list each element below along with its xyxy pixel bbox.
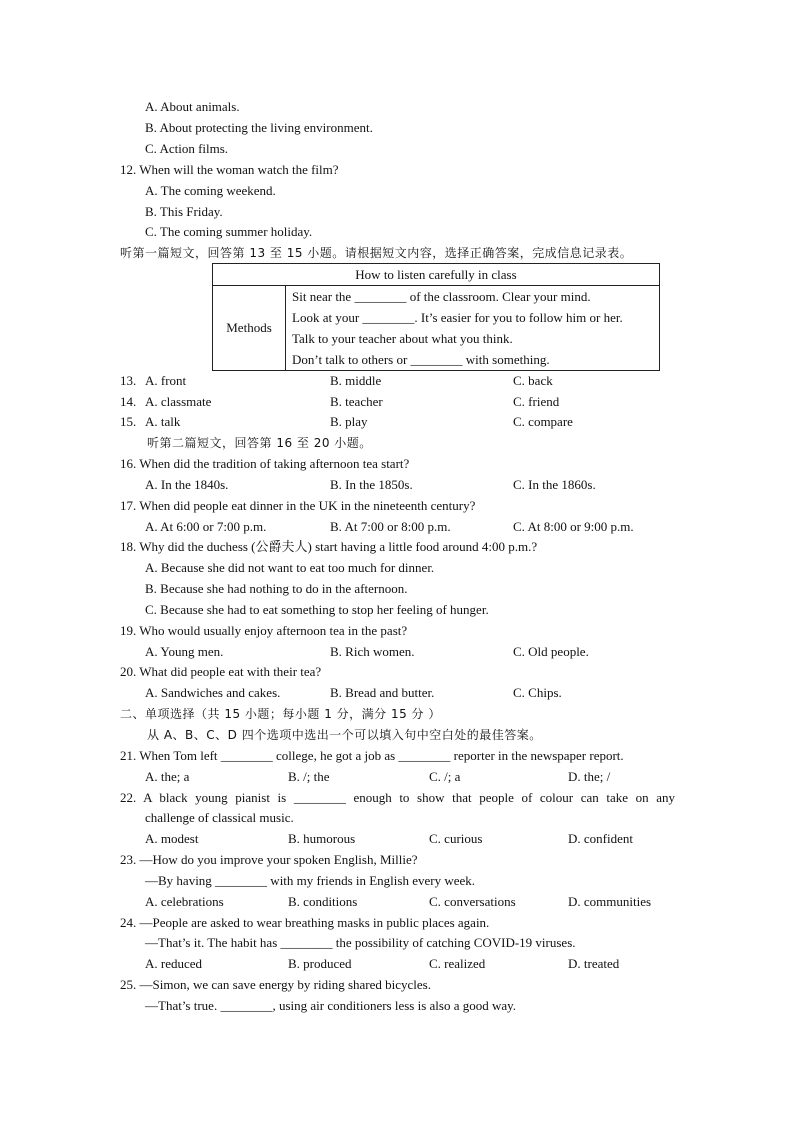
info-record-table (212, 263, 660, 371)
info-table-row: Sit near the ________ of the classroom. Clear your mind. (292, 289, 591, 304)
q14-option-a: A. classmate (145, 394, 212, 409)
q21-option-c: C. /; a (429, 769, 461, 784)
q21-option-a: A. the; a (145, 769, 190, 784)
q22-option-b: B. humorous (288, 831, 356, 846)
passage1-instruction: 听第一篇短文，回答第 13 至 15 小题。请根据短文内容，选择正确答案，完成信息记录表。 (120, 246, 633, 260)
q17-option-a: A. At 6:00 or 7:00 p.m. (145, 519, 267, 534)
q13-option-a: A. front (145, 373, 187, 388)
q20-option-a: A. Sandwiches and cakes. (145, 685, 281, 700)
q22-option-c: C. curious (429, 831, 483, 846)
q23-stem: 23. —How do you improve your spoken English, Millie? (120, 852, 418, 867)
q17-option-c: C. At 8:00 or 9:00 p.m. (513, 519, 634, 534)
q24-option-b: B. produced (288, 956, 352, 971)
q23-stem-continued: —By having ________ with my friends in English every week. (145, 873, 476, 888)
q24-stem: 24. —People are asked to wear breathing masks in public places again. (120, 915, 490, 930)
q21-stem: 21. When Tom left ________ college, he got a job as ________ reporter in the newspaper report. (120, 748, 624, 763)
q13-option-c: C. back (513, 373, 553, 388)
q18-option-b: B. Because she had nothing to do in the afternoon. (145, 581, 408, 596)
q18-option-c: C. Because she had to eat something to stop her feeling of hunger. (145, 602, 489, 617)
q23-option-c: C. conversations (429, 894, 516, 909)
q16-option-b: B. In the 1850s. (330, 477, 413, 492)
section2-heading: 二、单项选择（共 15 小题；每小题 1 分，满分 15 分 ） (120, 707, 441, 721)
q25-stem: 25. —Simon, we can save energy by riding shared bicycles. (120, 977, 431, 992)
q15-option-b: B. play (330, 414, 368, 429)
info-table-label: Methods (213, 286, 286, 371)
q17-option-b: B. At 7:00 or 8:00 p.m. (330, 519, 451, 534)
q20-option-c: C. Chips. (513, 685, 562, 700)
q19-stem: 19. Who would usually enjoy afternoon tea in the past? (120, 623, 408, 638)
q12-option-b: B. This Friday. (145, 204, 223, 219)
q21-option-b: B. /; the (288, 769, 330, 784)
q19-option-a: A. Young men. (145, 644, 224, 659)
info-table-row: Don’t talk to others or ________ with something. (292, 352, 550, 367)
info-table-rows (286, 286, 660, 371)
q24-stem-continued: —That’s it. The habit has ________ the possibility of catching COVID-19 viruses. (145, 935, 576, 950)
q24-option-d: D. treated (568, 956, 620, 971)
q12-stem: 12. When will the woman watch the film? (120, 162, 339, 177)
passage2-instruction: 听第二篇短文，回答第 16 至 20 小题。 (147, 436, 372, 450)
q18-stem: 18. Why did the duchess (公爵夫人) start having a little food around 4:00 p.m.? (120, 539, 538, 554)
q22-stem: 22. A black young pianist is ________ enough to show that people of colour can take on any (120, 790, 675, 805)
q22-stem-continued: challenge of classical music. (145, 810, 294, 825)
q15-option-a: A. talk (145, 414, 181, 429)
q15-option-c: C. compare (513, 414, 573, 429)
q20-stem: 20. What did people eat with their tea? (120, 664, 322, 679)
q14-number: 14. (120, 394, 137, 409)
q21-option-d: D. the; / (568, 769, 611, 784)
q12-option-a: A. The coming weekend. (145, 183, 276, 198)
q23-option-a: A. celebrations (145, 894, 224, 909)
q12-option-c: C. The coming summer holiday. (145, 224, 313, 239)
q19-option-c: C. Old people. (513, 644, 589, 659)
q13-number: 13. (120, 373, 137, 388)
section2-instruction: 从 A、B、C、D 四个选项中选出一个可以填入句中空白处的最佳答案。 (147, 728, 542, 742)
q22-option-a: A. modest (145, 831, 199, 846)
q11-option-a: A. About animals. (145, 99, 240, 114)
q19-option-b: B. Rich women. (330, 644, 415, 659)
q23-option-b: B. conditions (288, 894, 358, 909)
q25-stem-continued: —That’s true. ________, using air conditioners less is also a good way. (145, 998, 517, 1013)
q16-option-c: C. In the 1860s. (513, 477, 596, 492)
q24-option-c: C. realized (429, 956, 486, 971)
q16-stem: 16. When did the tradition of taking afternoon tea start? (120, 456, 410, 471)
q24-option-a: A. reduced (145, 956, 203, 971)
q11-option-c: C. Action films. (145, 141, 229, 156)
q13-option-b: B. middle (330, 373, 382, 388)
q11-option-b: B. About protecting the living environment. (145, 120, 373, 135)
q17-stem: 17. When did people eat dinner in the UK in the nineteenth century? (120, 498, 476, 513)
q23-option-d: D. communities (568, 894, 652, 909)
q15-number: 15. (120, 414, 137, 429)
q14-option-c: C. friend (513, 394, 560, 409)
info-table-title: How to listen carefully in class (213, 264, 660, 286)
info-table-row: Talk to your teacher about what you think. (292, 331, 513, 346)
q20-option-b: B. Bread and butter. (330, 685, 435, 700)
q14-option-b: B. teacher (330, 394, 383, 409)
info-table-row: Look at your ________. It’s easier for you to follow him or her. (292, 310, 623, 325)
q18-option-a: A. Because she did not want to eat too much for dinner. (145, 560, 435, 575)
q22-option-d: D. confident (568, 831, 633, 846)
q16-option-a: A. In the 1840s. (145, 477, 229, 492)
